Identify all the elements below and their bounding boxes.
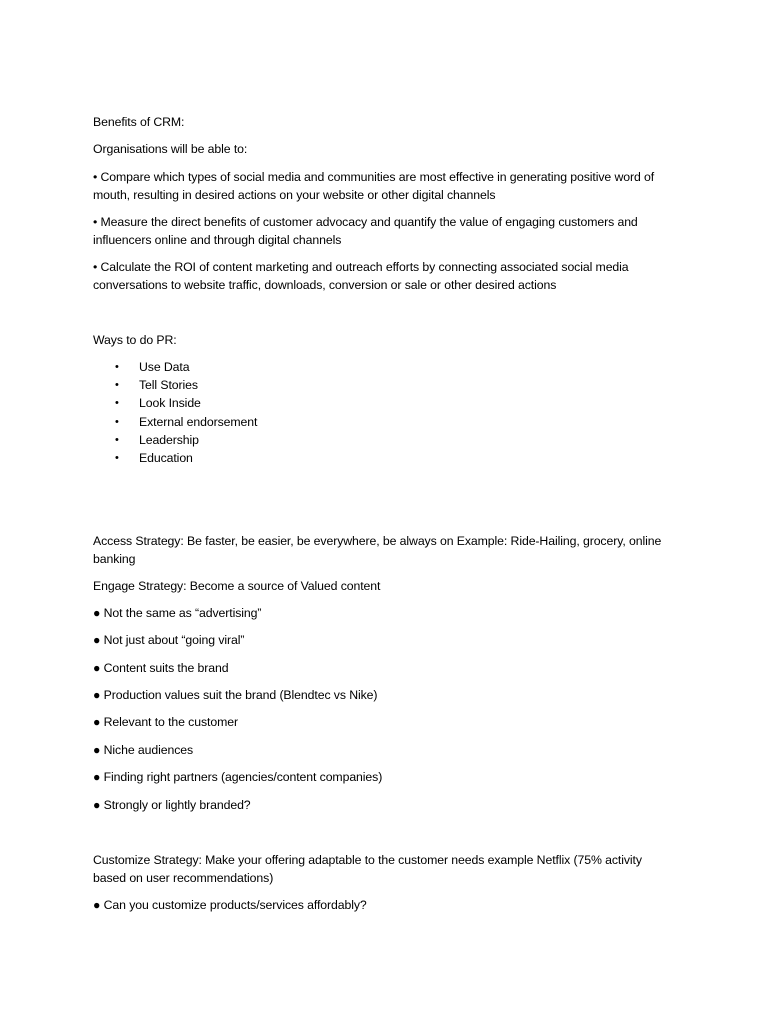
crm-item: • Calculate the ROI of content marketing and outreach efforts by connecting associated social media conversations to website traffic, downloads, conversion or sale or other desired actions <box>93 260 629 292</box>
engage-item: ● Strongly or lightly branded? <box>93 798 251 812</box>
list-item: • External endorsement <box>93 413 653 431</box>
pr-list <box>93 358 653 467</box>
engage-item: ● Finding right partners (agencies/content companies) <box>93 770 383 784</box>
list-item: • Leadership <box>93 431 653 449</box>
customize-strategy: Customize Strategy: Make your offering adaptable to the customer needs example Netflix (75% activity based on user recommendations) <box>93 853 642 885</box>
bullet-icon: • <box>115 379 119 392</box>
bullet-icon: • <box>115 433 119 446</box>
crm-heading: Benefits of CRM: <box>93 115 185 129</box>
list-item: • Tell Stories <box>93 376 653 394</box>
list-item: • Look Inside <box>93 394 653 412</box>
engage-item: ● Content suits the brand <box>93 661 229 675</box>
bullet-icon: • <box>115 451 119 464</box>
engage-item: ● Not just about “going viral” <box>93 633 245 647</box>
pr-heading: Ways to do PR: <box>93 333 177 347</box>
engage-item: ● Relevant to the customer <box>93 715 238 729</box>
customize-item: ● Can you customize products/services affordably? <box>93 898 367 912</box>
engage-item: ● Not the same as “advertising” <box>93 606 262 620</box>
bullet-icon: • <box>115 397 119 410</box>
bullet-icon: • <box>115 415 119 428</box>
crm-intro: Organisations will be able to: <box>93 142 248 156</box>
engage-item: ● Niche audiences <box>93 743 194 757</box>
crm-item: • Compare which types of social media and communities are most effective in generating positive word of mouth, resulting in desired actions on your website or other digital channels <box>93 170 655 202</box>
crm-item: • Measure the direct benefits of customer advocacy and quantify the value of engaging customers and influencers online and through digital channels <box>93 215 638 247</box>
engage-heading: Engage Strategy: Become a source of Valued content <box>93 579 381 593</box>
access-strategy: Access Strategy: Be faster, be easier, be everywhere, be always on Example: Ride-Hailing, grocery, online banking <box>93 534 662 566</box>
engage-item: ● Production values suit the brand (Blendtec vs Nike) <box>93 688 378 702</box>
bullet-icon: • <box>115 361 119 373</box>
list-item: • Education <box>93 449 653 467</box>
list-item: • Use Data <box>93 358 653 376</box>
